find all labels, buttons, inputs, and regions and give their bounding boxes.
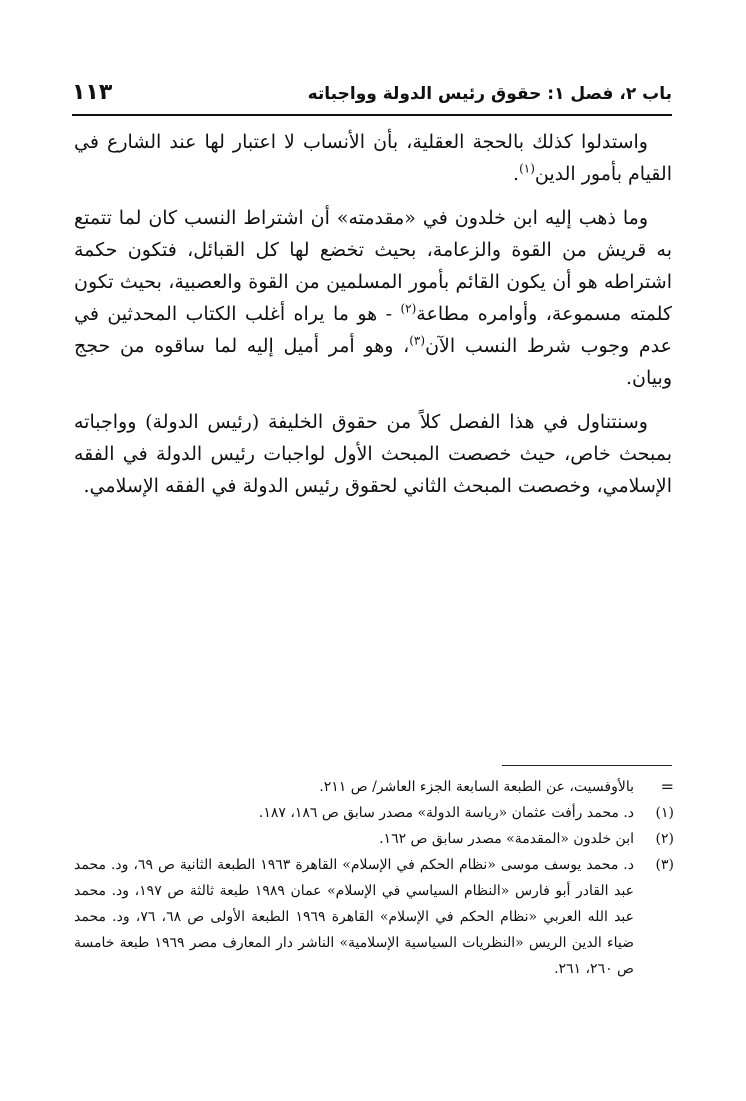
footnote-marker: = <box>660 777 674 796</box>
footnote-text: بالأوفسيت، عن الطبعة السابعة الجزء العاشر/ ص ٢١١. <box>319 779 634 795</box>
footnote-2 <box>74 826 674 852</box>
footnote-text: د. محمد رأفت عثمان «رياسة الدولة» مصدر سابق ص ١٨٦، ١٨٧. <box>258 805 634 821</box>
body-text <box>74 126 672 514</box>
paragraph-3 <box>74 406 672 502</box>
footnote-1 <box>74 800 674 826</box>
paragraph-3-text-a: وسنتناول في هذا الفصل كلاً من حقوق الخليفة (رئيس الدولة) وواجباته بمبحث خاص، حيث خصصت المبحث الأول لواجبات رئيس الدولة في الفقه الإسلامي، وخصصت المبحث الثاني لحقوق رئيس الدولة في الفقه الإسلامي. <box>74 411 672 497</box>
footnote-text: ابن خلدون «المقدمة» مصدر سابق ص ١٦٢. <box>379 831 634 847</box>
paragraph-2-text-c: ، وهو أمر أميل إليه لما ساقوه من حجج وبيان. <box>74 335 672 389</box>
footnote-marker: (٣) <box>655 857 674 873</box>
footnotes <box>74 774 674 982</box>
footnote-continuation <box>74 774 674 800</box>
footnote-ref-3: (٣) <box>409 333 426 348</box>
footnote-3 <box>74 852 674 982</box>
paragraph-2 <box>74 202 672 394</box>
chapter-title: باب ٢، فصل ١: حقوق رئيس الدولة وواجباته <box>307 84 672 104</box>
footnote-divider <box>502 765 672 766</box>
paragraph-1-text-a: واستدلوا كذلك بالحجة العقلية، بأن الأنساب لا اعتبار لها عند الشارع في القيام بأمور الدين <box>74 131 672 185</box>
footnote-ref-2: (٢) <box>400 301 417 316</box>
footnote-marker: (١) <box>655 805 674 821</box>
paragraph-1 <box>74 126 672 190</box>
footnote-marker: (٢) <box>655 831 674 847</box>
footnote-ref-1: (١) <box>519 161 535 176</box>
paragraph-2-text-a: وما ذهب إليه ابن خلدون في «مقدمته» أن اشتراط النسب كان لما تتمتع به قريش من القوة والزعامة، بحيث تخضع لها كل القبائل، فتكون حكمة اشتراطه هو أن يكون القائم بأمور المسلمين من القوة والعصبية، بحيث تكون كلمته مسموعة، وأوامره مطاعة <box>74 207 672 325</box>
paragraph-1-text-b: . <box>513 163 520 185</box>
footnote-text: د. محمد يوسف موسى «نظام الحكم في الإسلام» القاهرة ١٩٦٣ الطبعة الثانية ص ٦٩، ود. محمد عبد القادر أبو فارس «النظام السياسي في الإسلام» عمان ١٩٨٩ طبعة ثالثة ص ١٩٧، ود. محمد عبد الله العربي «نظام الحكم في الإسلام» القاهرة ١٩٦٩ الطبعة الأولى ص ٦٨، ٧٦، ود. محمد ضياء الدين الريس «النظريات السياسية الإسلامية» الناشر دار المعارف مصر ١٩٦٩ طبعة خامسة ص ٢٦٠، ٢٦١. <box>74 857 635 977</box>
paragraph-2-text-b: - هو ما يراه أغلب الكتاب المحدثين في عدم وجوب شرط النسب الآن <box>74 303 672 357</box>
page-number: ١١٣ <box>72 80 113 105</box>
running-header <box>72 78 672 116</box>
